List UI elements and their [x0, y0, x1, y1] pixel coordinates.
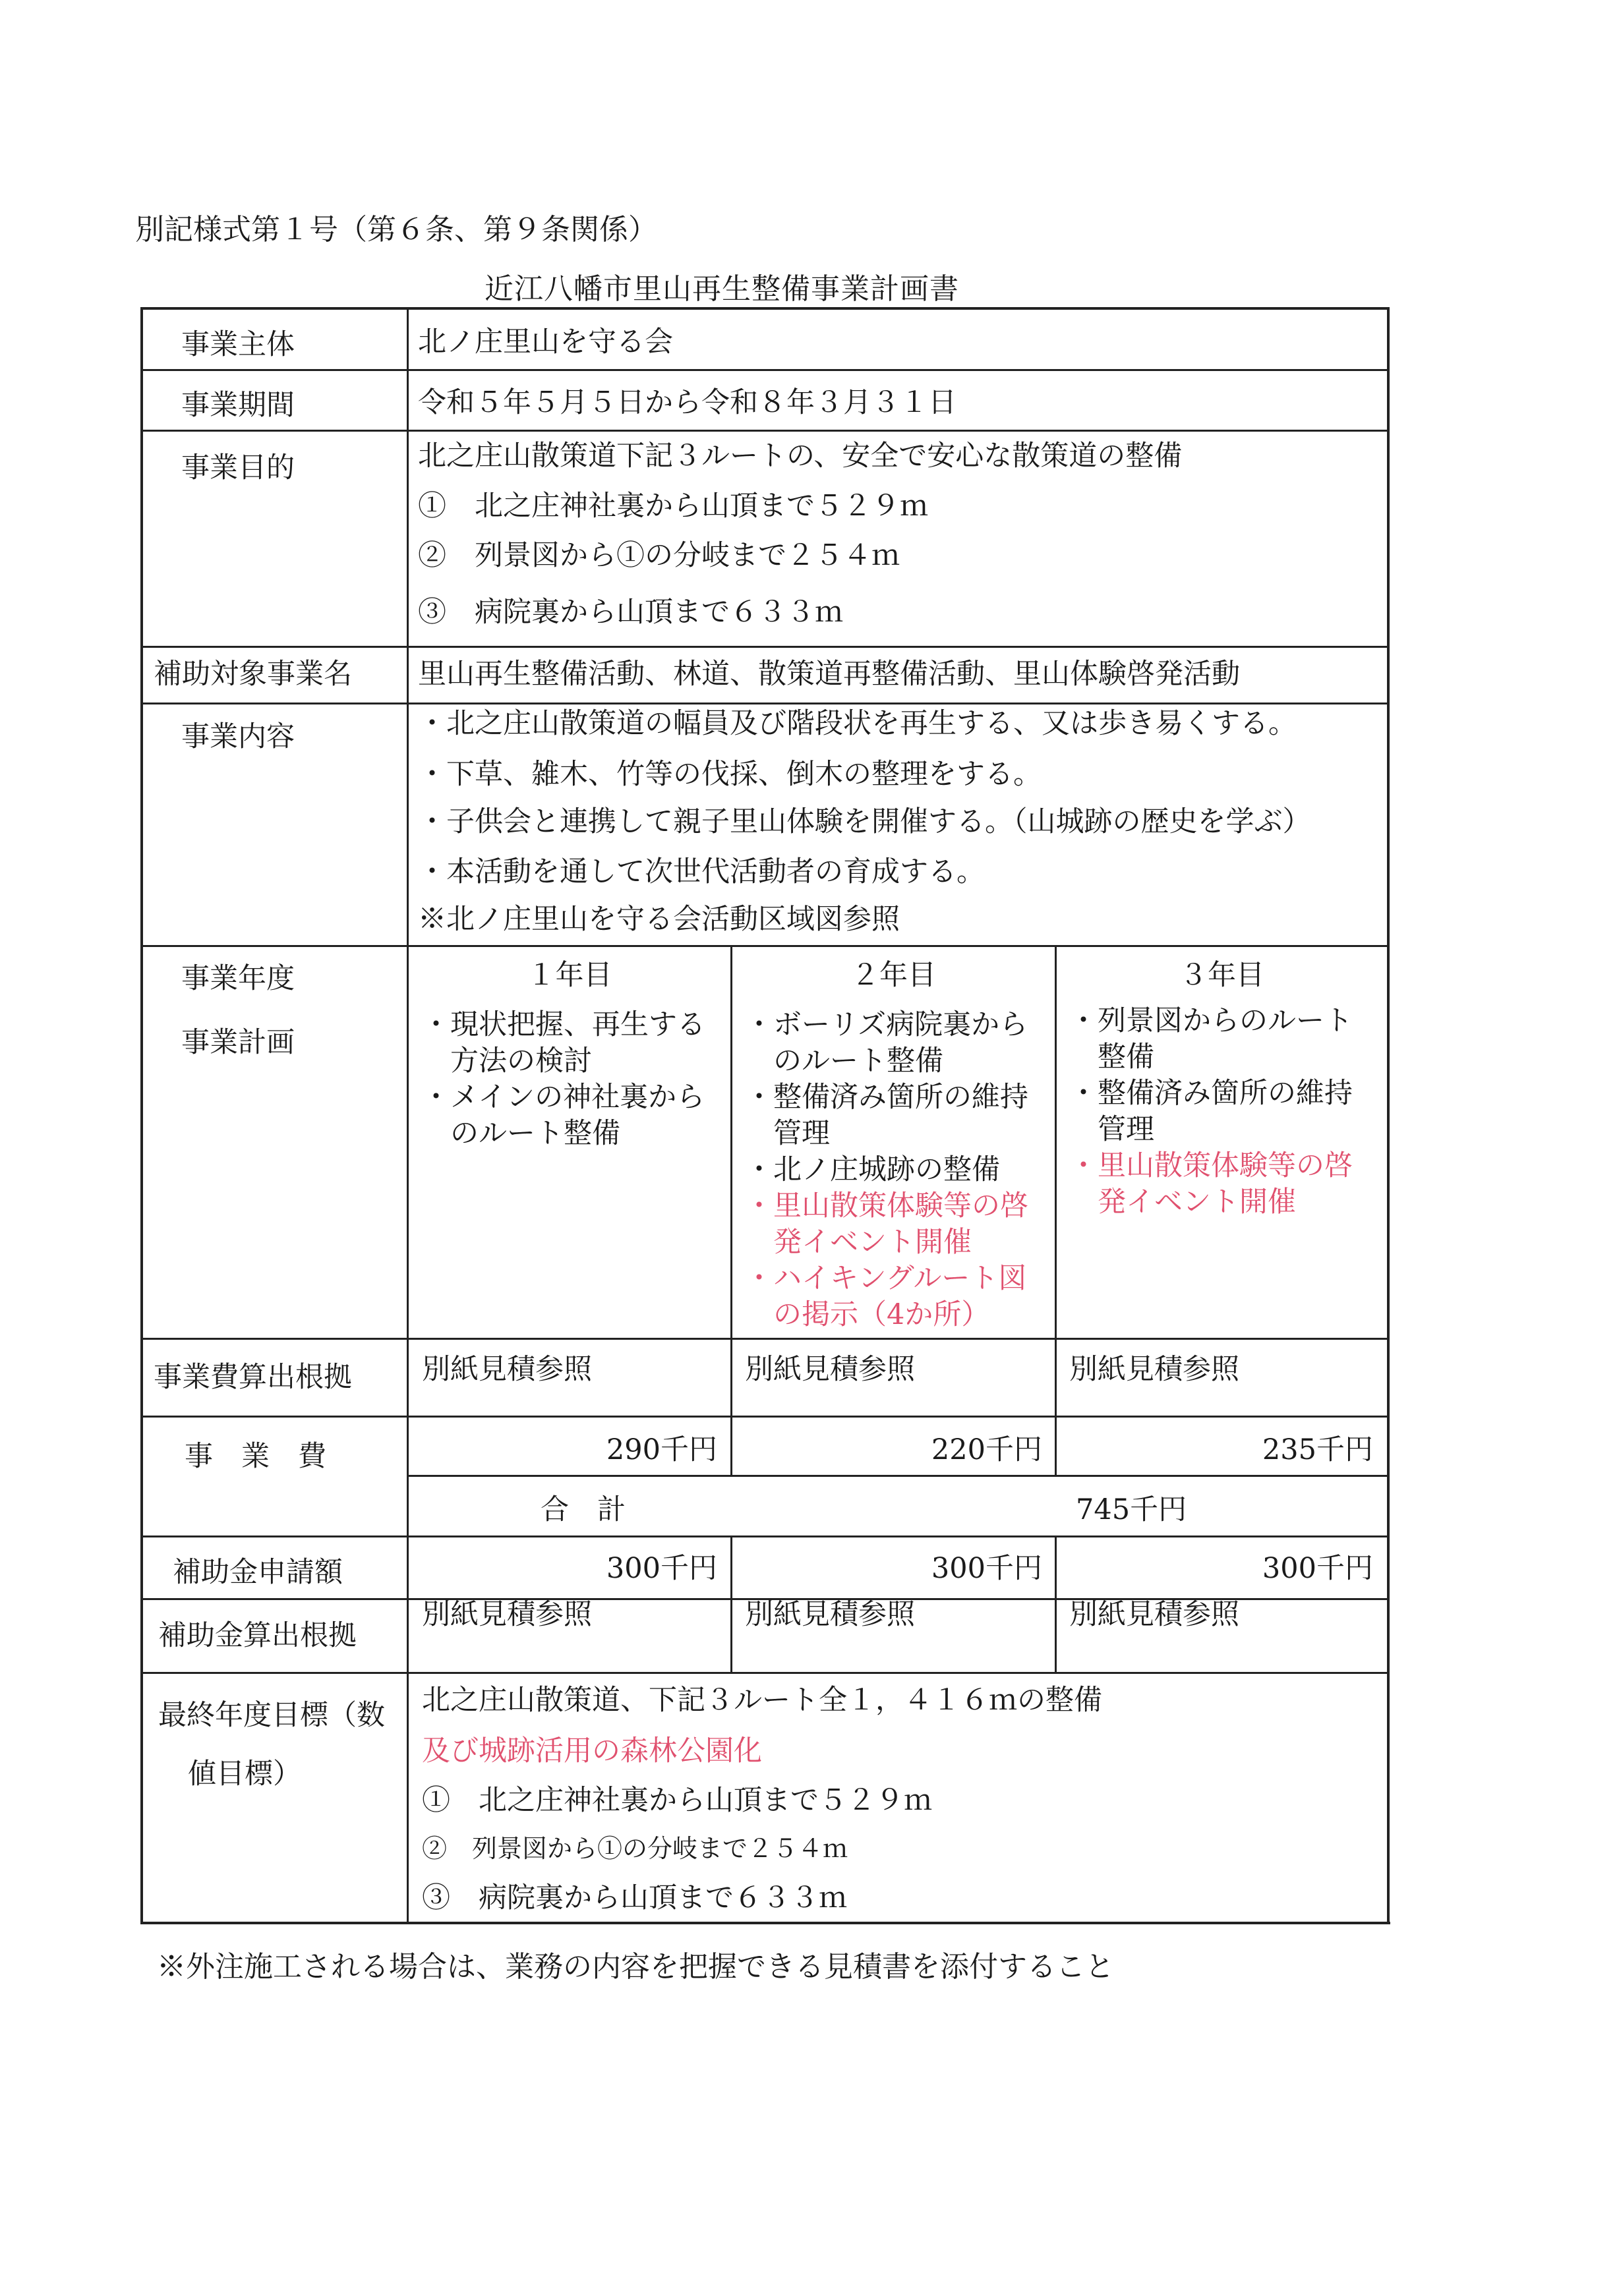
subsidy-basis-year-2: 別紙見積参照 — [745, 1598, 915, 1631]
plan-year-2 — [745, 1007, 1028, 1333]
plan-item: ・列景図からのルート — [1069, 1004, 1353, 1037]
purpose-label: 事業目的 — [181, 451, 295, 484]
plan-item-highlight: 発イベント開催 — [745, 1226, 972, 1259]
final-goal-label: 最終年度目標（数 — [158, 1699, 385, 1732]
plan-item-highlight: 発イベント開催 — [1069, 1186, 1296, 1219]
final-goal-route-2: ② 列景図から①の分岐まで２５４ｍ — [422, 1834, 848, 1863]
plan-item: 整備 — [1069, 1041, 1154, 1074]
content-line: ・子供会と連携して親子里山体験を開催する。（山城跡の歴史を学ぶ） — [418, 805, 1311, 838]
plan-year-1 — [422, 1007, 705, 1152]
cost-basis-year-3: 別紙見積参照 — [1069, 1353, 1239, 1386]
final-goal-route-1: ① 北之庄神社裏から山頂まで５２９ｍ — [422, 1784, 932, 1817]
document-title: 近江八幡市里山再生整備事業計画書 — [485, 272, 959, 306]
plan-item-highlight: ・里山散策体験等の啓 — [745, 1190, 1028, 1222]
subsidy-basis-year-1: 別紙見積参照 — [422, 1598, 592, 1631]
cost-total-label: 合 計 — [541, 1493, 626, 1526]
content-note: ※北ノ庄里山を守る会活動区域図参照 — [418, 903, 900, 936]
project-name-label: 補助対象事業名 — [154, 658, 352, 691]
period-value: 令和５年５月５日から令和８年３月３１日 — [418, 386, 957, 419]
purpose-line: 北之庄山散策道下記３ルートの、安全で安心な散策道の整備 — [418, 440, 1183, 473]
content-line: ・本活動を通して次世代活動者の育成する。 — [418, 855, 985, 888]
cost-year-3: 235千円 — [1262, 1433, 1373, 1466]
subsidy-year-3: 300千円 — [1262, 1552, 1373, 1585]
cost-label: 事 業 費 — [185, 1440, 326, 1473]
year-1-header: １年目 — [527, 959, 612, 992]
cost-basis-label: 事業費算出根拠 — [154, 1361, 352, 1394]
entity-label: 事業主体 — [181, 328, 295, 361]
final-goal-label-2: 値目標） — [188, 1758, 301, 1791]
plan-item: ・整備済み箇所の維持 — [1069, 1077, 1353, 1110]
subsidy-year-2: 300千円 — [931, 1552, 1042, 1585]
content-line: ・下草、雑木、竹等の伐採、倒木の整理をする。 — [418, 758, 1042, 791]
entity-value: 北ノ庄里山を守る会 — [418, 326, 673, 359]
plan-item: 管理 — [745, 1117, 830, 1150]
final-goal-highlight: 及び城跡活用の森林公園化 — [422, 1735, 762, 1767]
plan-item: ・北ノ庄城跡の整備 — [745, 1153, 1000, 1186]
cost-year-1: 290千円 — [606, 1433, 717, 1466]
cost-basis-year-1: 別紙見積参照 — [422, 1353, 592, 1386]
content-label: 事業内容 — [181, 720, 295, 753]
plan-item: のルート整備 — [745, 1045, 943, 1077]
purpose-route-1: ① 北之庄神社裏から山頂まで５２９ｍ — [418, 490, 928, 523]
plan-item: 方法の検討 — [422, 1045, 592, 1077]
plan-item: ・現状把握、再生する — [422, 1008, 705, 1041]
plan-item-highlight: の掲示（4か所） — [745, 1298, 990, 1331]
plan-item: ・ボーリズ病院裏から — [745, 1008, 1028, 1041]
footnote: ※外注施工される場合は、業務の内容を把握できる見積書を添付すること — [157, 1950, 1114, 1984]
period-label: 事業期間 — [181, 389, 295, 422]
plan-item: 管理 — [1069, 1113, 1154, 1146]
cost-year-2: 220千円 — [931, 1433, 1042, 1466]
plan-label: 事業計画 — [181, 1026, 295, 1059]
plan-item: ・メインの神社裏から — [422, 1081, 705, 1114]
cost-total-value: 745千円 — [1076, 1493, 1187, 1526]
subsidy-basis-label: 補助金算出根拠 — [158, 1619, 357, 1652]
purpose-route-2: ② 列景図から①の分岐まで２５４ｍ — [418, 539, 900, 572]
year-2-header: ２年目 — [851, 959, 936, 992]
plan-item-highlight: ・里山散策体験等の啓 — [1069, 1149, 1353, 1182]
plan-item: ・整備済み箇所の維持 — [745, 1081, 1028, 1114]
year-3-header: ３年目 — [1179, 959, 1264, 992]
purpose-route-3: ③ 病院裏から山頂まで６３３ｍ — [418, 596, 843, 629]
subsidy-label: 補助金申請額 — [173, 1556, 343, 1589]
plan-year-3 — [1069, 1003, 1353, 1220]
final-goal-route-3: ③ 病院裏から山頂まで６３３ｍ — [422, 1881, 847, 1914]
final-goal-line: 北之庄山散策道、下記３ルート全１，４１６ｍの整備 — [422, 1684, 1102, 1717]
subsidy-year-1: 300千円 — [606, 1552, 717, 1585]
content-line: ・北之庄山散策道の幅員及び階段状を再生する、又は歩き易くする。 — [418, 707, 1297, 740]
form-number: 別記様式第１号（第６条、第９条関係） — [135, 213, 657, 246]
subsidy-basis-year-3: 別紙見積参照 — [1069, 1598, 1239, 1631]
project-name-value: 里山再生整備活動、林道、散策道再整備活動、里山体験啓発活動 — [418, 658, 1240, 691]
plan-item: のルート整備 — [422, 1117, 620, 1150]
cost-basis-year-2: 別紙見積参照 — [745, 1353, 915, 1386]
fiscal-year-label: 事業年度 — [181, 962, 295, 995]
plan-item-highlight: ・ハイキングルート図 — [745, 1262, 1027, 1295]
